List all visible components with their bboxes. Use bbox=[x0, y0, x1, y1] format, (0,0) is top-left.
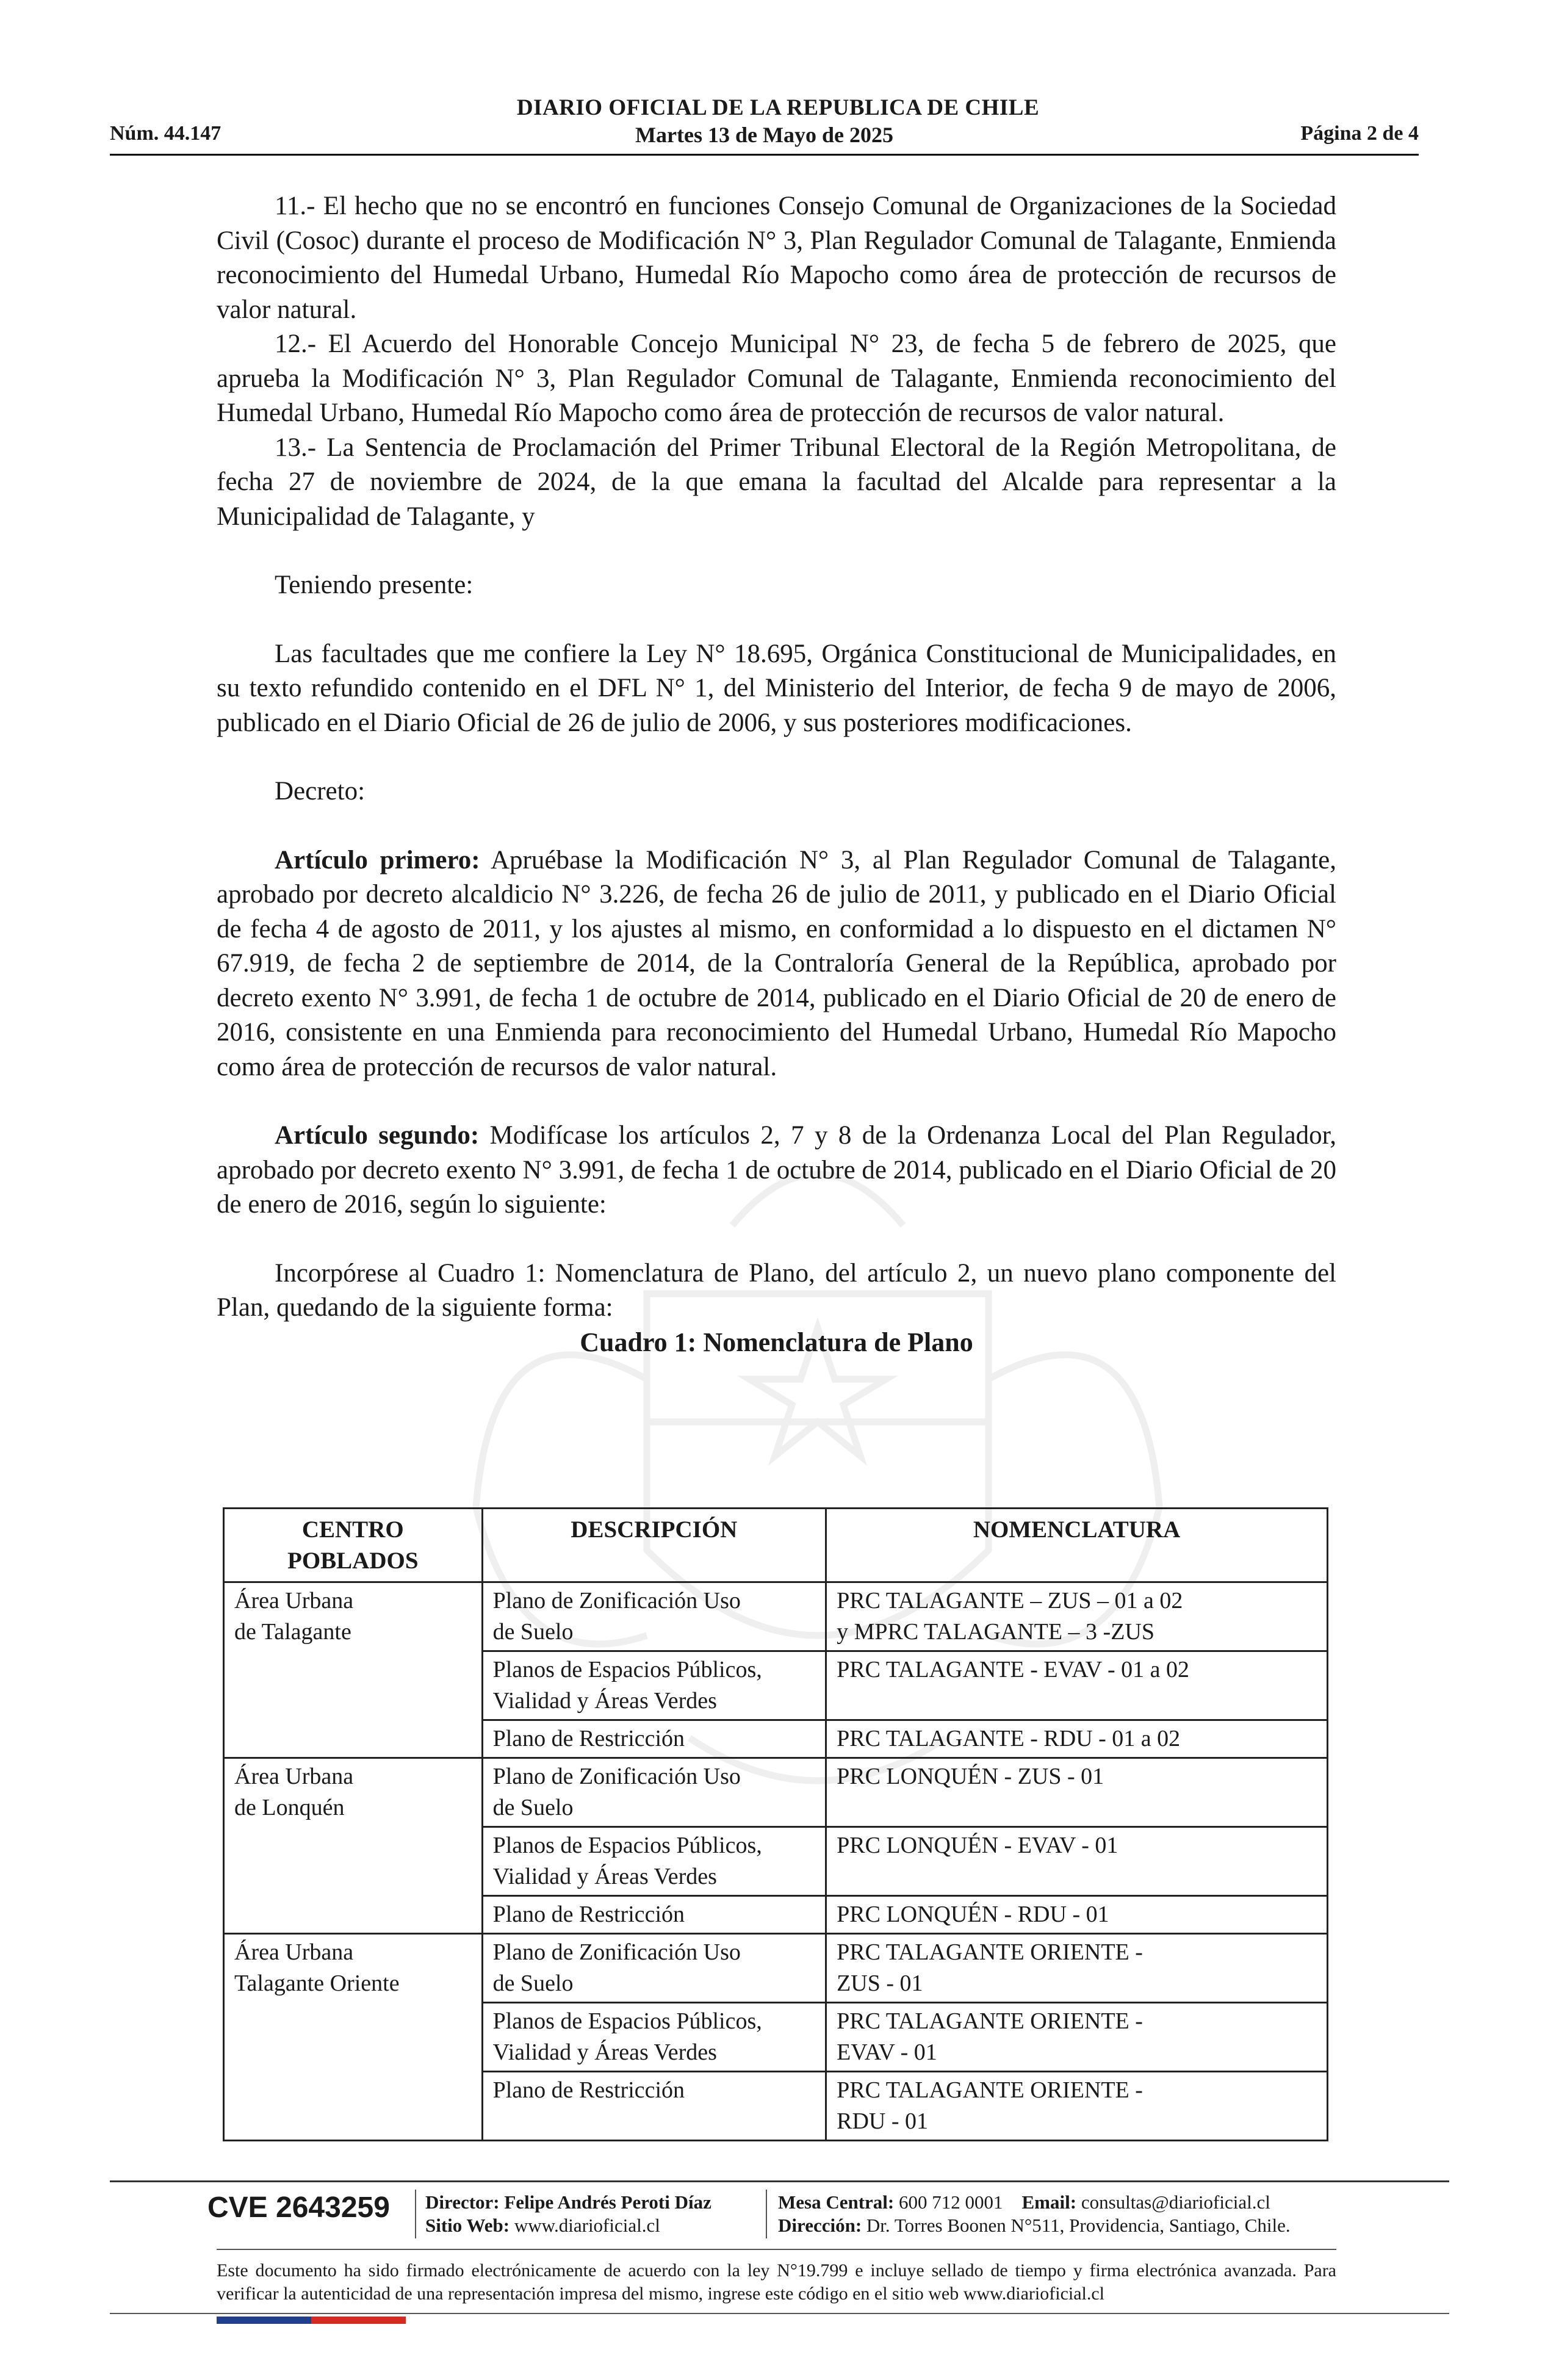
mesa-phone: 600 712 0001 bbox=[899, 2191, 1003, 2213]
nomenclatura-cell: PRC TALAGANTE - RDU - 01 a 02 bbox=[826, 1720, 1328, 1758]
footer-divider-mid bbox=[217, 2249, 1336, 2250]
footer-divider-top bbox=[110, 2180, 1449, 2182]
nomenclatura-cell: PRC TALAGANTE ORIENTE - RDU - 01 bbox=[826, 2072, 1328, 2141]
signature-note: Este documento ha sido firmado electrónicamente de acuerdo con la ley N°19.799 e incluye sellado de tiempo y firma electrónica avanzada. Para verificar la autenticidad de una representación impresa del mismo, ingrese este código en el sitio web www.diarioficial.cl bbox=[217, 2260, 1336, 2304]
column-header-centro: CENTRO POBLADOS bbox=[224, 1509, 483, 1582]
teniendo-presente: Teniendo presente: bbox=[275, 571, 474, 599]
footer-separator bbox=[766, 2190, 767, 2238]
centro-poblado-cell: Área Urbana de Talagante bbox=[224, 1582, 483, 1758]
descripcion-cell: Plano de Restricción bbox=[482, 1896, 826, 1934]
paragraph-12: 12.- El Acuerdo del Honorable Concejo Municipal N° 23, de fecha 5 de febrero de 2025, que aprueba la Modificación N° 3, Plan Regulador Comunal de Talagante, Enmienda reconocimiento del Humedal Urbano, Humedal Río Mapocho como área de protección de recursos de valor natural. bbox=[217, 330, 1336, 427]
email-link[interactable]: consultas@diarioficial.cl bbox=[1081, 2191, 1270, 2213]
descripcion-cell: Plano de Zonificación Uso de Suelo bbox=[482, 1934, 826, 2003]
header-row bbox=[110, 122, 1419, 153]
nomenclatura-cell: PRC TALAGANTE - EVAV - 01 a 02 bbox=[826, 1651, 1328, 1720]
nomenclatura-cell: PRC LONQUÉN - EVAV - 01 bbox=[826, 1827, 1328, 1896]
sitio-link[interactable]: www.diarioficial.cl bbox=[514, 2215, 660, 2236]
nomenclatura-table bbox=[223, 1507, 1328, 2141]
centro-poblado-cell: Área Urbana Talagante Oriente bbox=[224, 1934, 483, 2141]
nomenclatura-cell: PRC TALAGANTE ORIENTE - EVAV - 01 bbox=[826, 2003, 1328, 2072]
issue-number: Núm. 44.147 bbox=[110, 122, 222, 145]
descripcion-cell: Plano de Zonificación Uso de Suelo bbox=[482, 1758, 826, 1827]
articulo-primero-text: Apruébase la Modificación N° 3, al Plan Regulador Comunal de Talagante, aprobado por decreto alcaldicio N° 3.226, de fecha 26 de julio de 2011, y publicado en el Diario Oficial de fecha 4 de agosto de 2011, y los ajustes al mismo, en conformidad a lo dispuesto en el dictamen N° 67.919, de fecha 2 de septiembre de 2014, de la Contraloría General de la República, aprobado por decreto exento N° 3.991, de fecha 1 de octubre de 2014, publicado en el Diario Oficial de 20 de enero de 2016, consistente en una Enmienda para reconocimiento del Humedal Urbano, Humedal Río Mapocho como área de protección de recursos de valor natural. bbox=[217, 845, 1336, 1081]
articulo-primero-label: Artículo primero: bbox=[275, 845, 480, 874]
articulo-segundo-label: Artículo segundo: bbox=[275, 1121, 480, 1150]
articulo-primero bbox=[217, 843, 1336, 1085]
footer-separator bbox=[415, 2190, 416, 2238]
column-header-descripcion: DESCRIPCIÓN bbox=[482, 1509, 826, 1582]
descripcion-cell: Plano de Restricción bbox=[482, 1720, 826, 1758]
mesa-label: Mesa Central: bbox=[778, 2191, 895, 2213]
table-row bbox=[224, 1758, 1328, 1827]
table-row bbox=[224, 1582, 1328, 1651]
newspaper-title: DIARIO OFICIAL DE LA REPUBLICA DE CHILE bbox=[516, 95, 1040, 120]
paragraph-facultades: Las facultades que me confiere la Ley N° 18.695, Orgánica Constitucional de Municipalidades, en su texto refundido contenido en el DFL N° 1, del Ministerio del Interior, de fecha 9 de mayo de 2006, publicado en el Diario Oficial de 26 de julio de 2006, y sus posteriores modificaciones. bbox=[217, 639, 1336, 737]
nomenclatura-cell: PRC LONQUÉN - ZUS - 01 bbox=[826, 1758, 1328, 1827]
footer-contact-block bbox=[778, 2191, 1291, 2237]
sitio-label: Sitio Web: bbox=[425, 2215, 510, 2236]
nomenclatura-cell: PRC TALAGANTE – ZUS – 01 a 02 y MPRC TALAGANTE – 3 -ZUS bbox=[826, 1582, 1328, 1651]
decreto-label: Decreto: bbox=[275, 777, 366, 806]
director-label: Director: bbox=[425, 2191, 500, 2213]
table-header-row bbox=[224, 1509, 1328, 1582]
paragraph-13: 13.- La Sentencia de Proclamación del Primer Tribunal Electoral de la Región Metropolitana, de fecha 27 de noviembre de 2024, de la que emana la facultad del Alcalde para representar a la Municipalidad de Talagante, y bbox=[217, 433, 1336, 531]
footer-director-block bbox=[425, 2191, 711, 2237]
footer-divider-bottom bbox=[110, 2313, 1449, 2314]
email-label: Email: bbox=[1021, 2191, 1077, 2213]
flag-red-segment bbox=[311, 2317, 406, 2324]
table-row bbox=[224, 1934, 1328, 2003]
table-title: Cuadro 1: Nomenclatura de Plano bbox=[580, 1327, 973, 1357]
descripcion-cell: Planos de Espacios Públicos, Vialidad y Áreas Verdes bbox=[482, 2003, 826, 2072]
articulo-segundo bbox=[217, 1119, 1336, 1222]
descripcion-cell: Planos de Espacios Públicos, Vialidad y Áreas Verdes bbox=[482, 1651, 826, 1720]
descripcion-cell: Planos de Espacios Públicos, Vialidad y Áreas Verdes bbox=[482, 1827, 826, 1896]
nomenclatura-cell: PRC TALAGANTE ORIENTE - ZUS - 01 bbox=[826, 1934, 1328, 2003]
articulo-segundo-text: Modifícase los artículos 2, 7 y 8 de la Ordenanza Local del Plan Regulador, aprobado por decreto exento N° 3.991, de fecha 1 de octubre de 2014, publicado en el Diario Oficial de 20 de enero de 2016, según lo siguiente: bbox=[217, 1121, 1336, 1219]
chile-flag-stripe bbox=[217, 2317, 406, 2324]
issue-date: Martes 13 de Mayo de 2025 bbox=[635, 123, 893, 147]
document-body bbox=[217, 189, 1336, 1360]
direccion-text: Dr. Torres Boonen N°511, Providencia, Santiago, Chile. bbox=[866, 2215, 1291, 2236]
flag-blue-segment bbox=[217, 2317, 311, 2324]
paragraph-incorporese: Incorpórese al Cuadro 1: Nomenclatura de Plano, del artículo 2, un nuevo plano componente del Plan, quedando de la siguiente forma: bbox=[217, 1258, 1336, 1322]
page-indicator: Página 2 de 4 bbox=[1300, 122, 1419, 145]
header-divider bbox=[110, 154, 1419, 156]
director-name: Felipe Andrés Peroti Díaz bbox=[504, 2191, 711, 2213]
nomenclatura-cell: PRC LONQUÉN - RDU - 01 bbox=[826, 1896, 1328, 1934]
paragraph-11: 11.- El hecho que no se encontró en funciones Consejo Comunal de Organizaciones de la Sociedad Civil (Cosoc) durante el proceso de Modificación N° 3, Plan Regulador Comunal de Talagante, Enmienda reconocimiento del Humedal Urbano, Humedal Río Mapocho como área de protección de recursos de valor natural. bbox=[217, 192, 1336, 324]
column-header-nomenclatura: NOMENCLATURA bbox=[826, 1509, 1328, 1582]
centro-poblado-cell: Área Urbana de Lonquén bbox=[224, 1758, 483, 1934]
cve-code: CVE 2643259 bbox=[207, 2191, 390, 2224]
direccion-label: Dirección: bbox=[778, 2215, 862, 2236]
descripcion-cell: Plano de Restricción bbox=[482, 2072, 826, 2141]
descripcion-cell: Plano de Zonificación Uso de Suelo bbox=[482, 1582, 826, 1651]
